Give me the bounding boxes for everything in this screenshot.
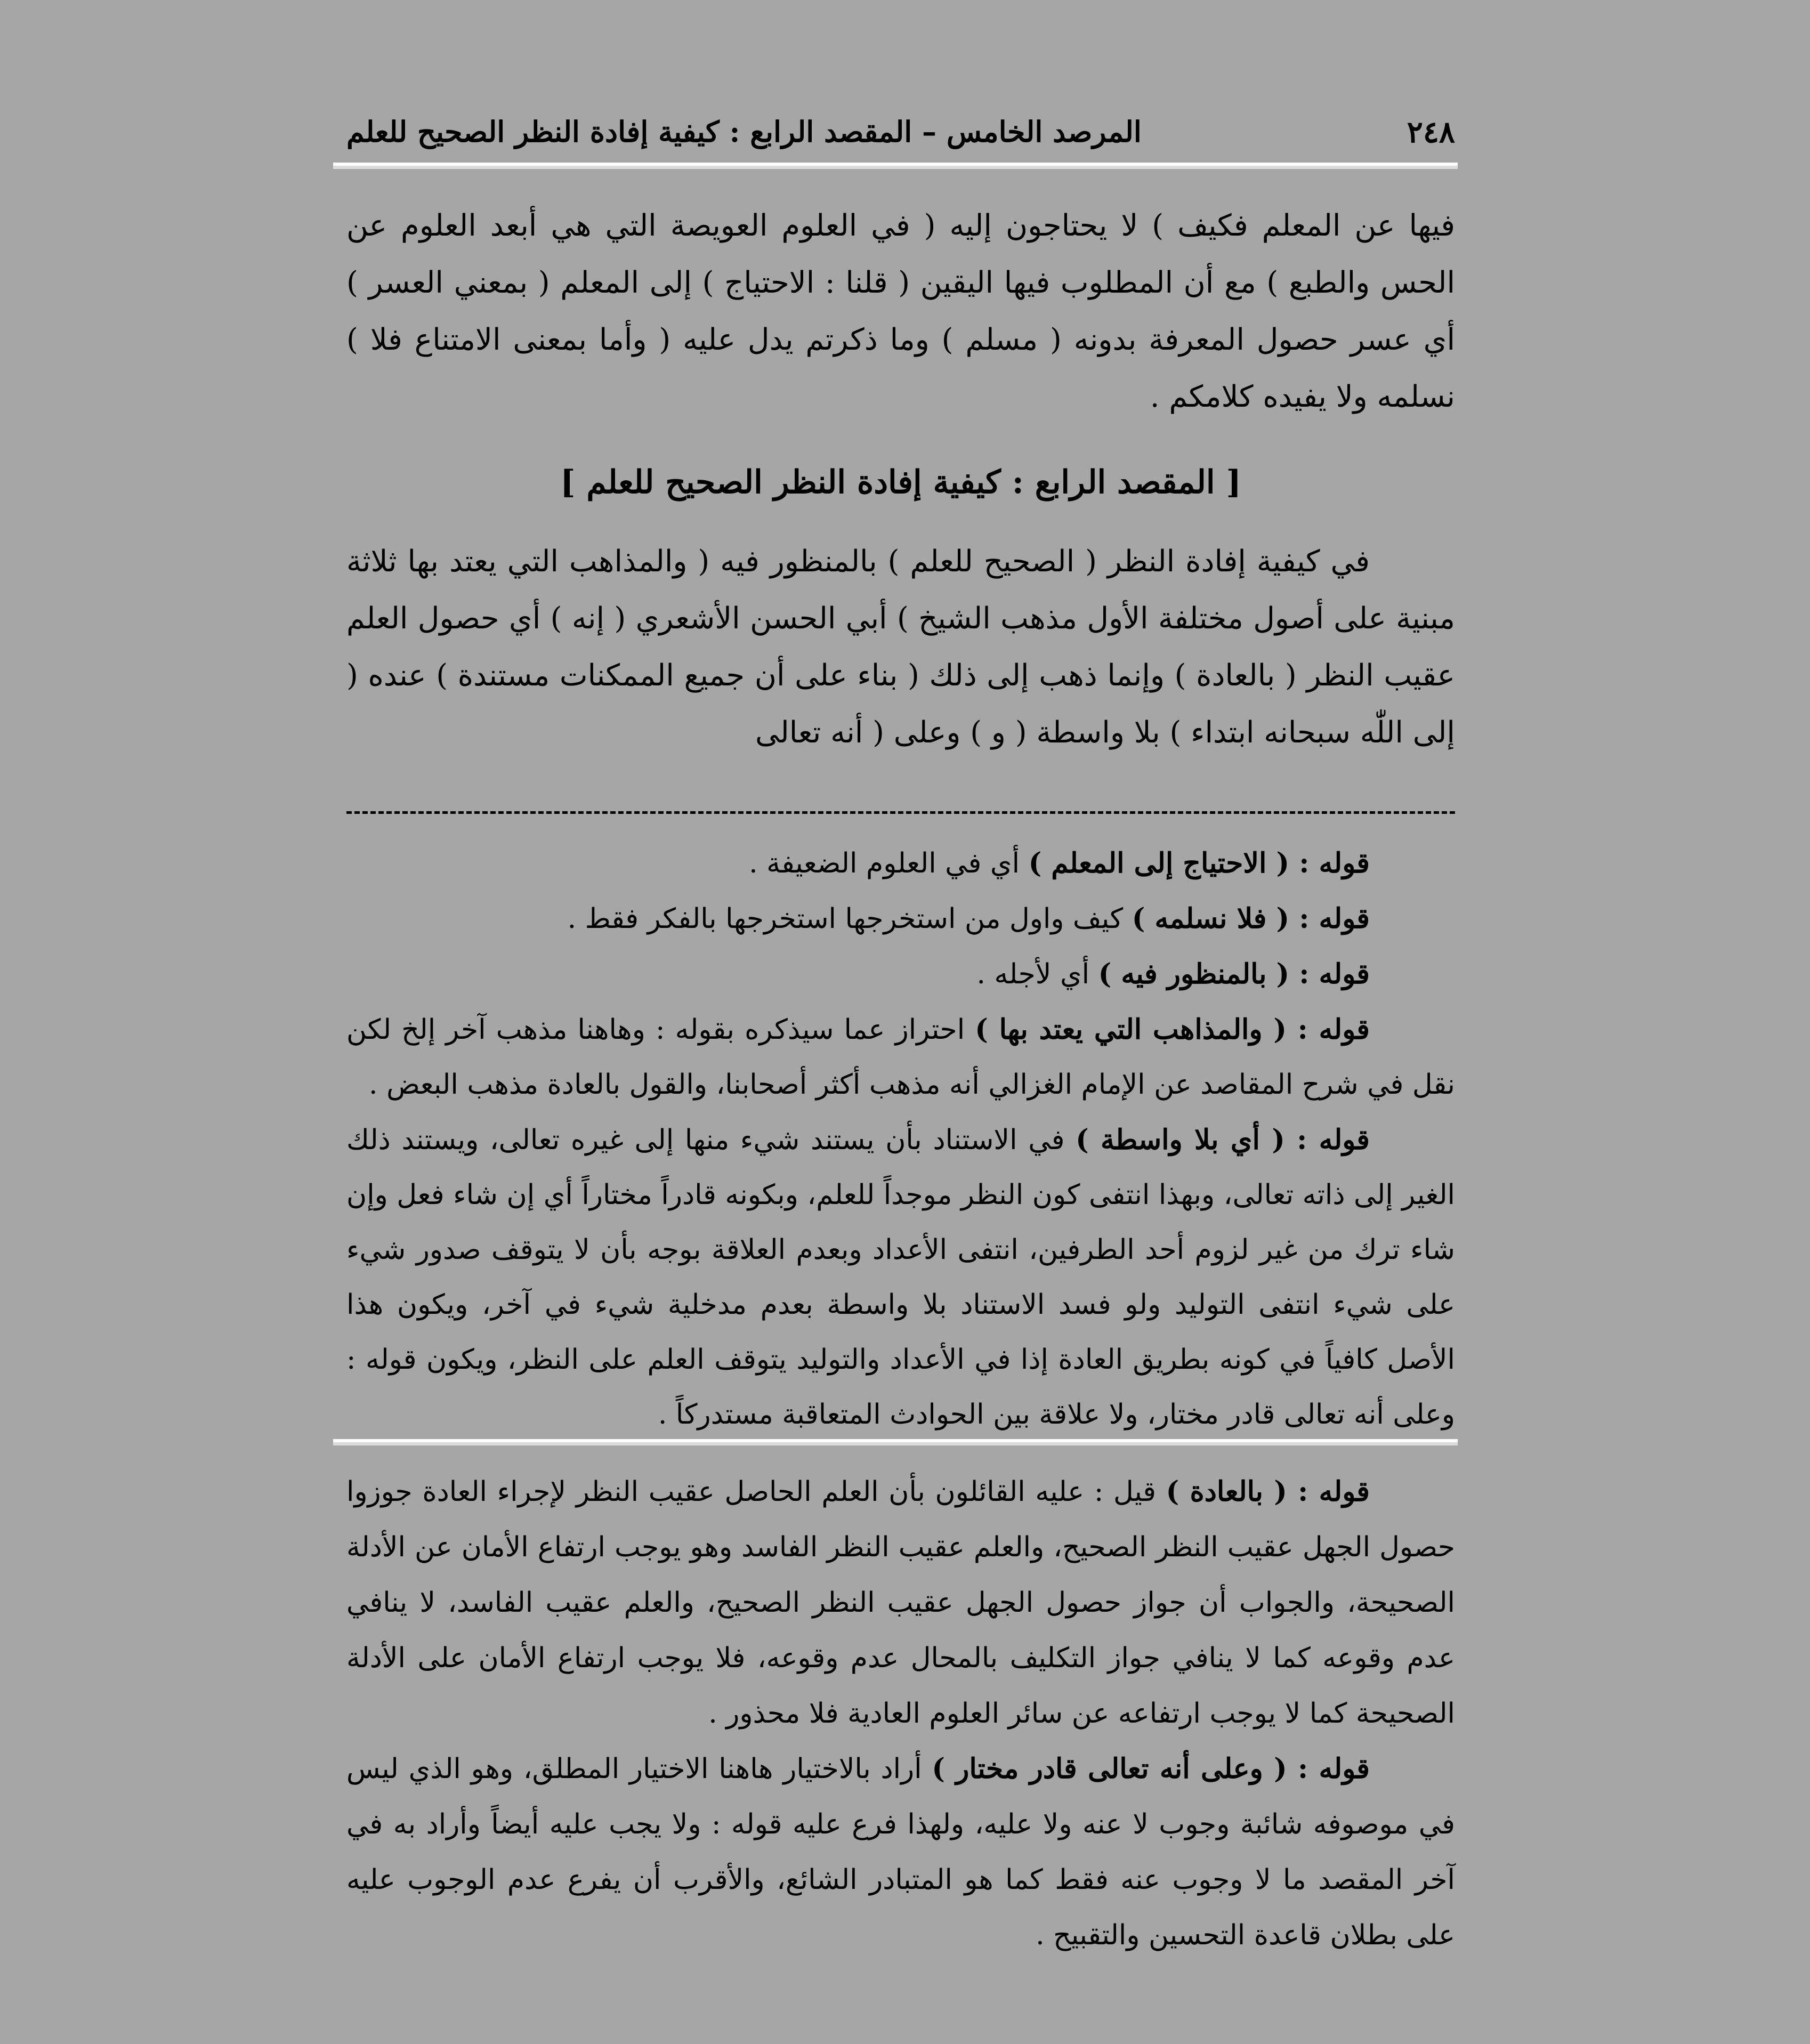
note-text: في الاستناد بأن يستند شيء منها إلى غيره تعالى، ويستند ذلك الغير إلى ذاته تعالى، وبهذا انتفى كون النظر موجداً للعلم، وبكونه قادراً مختاراً أي إن شاء فعل وإن شاء ترك من غير لزوم أحد الطرفين، انتفى الأعداد وبعدم العلاقة بوجه بأن لا يتوقف صدور شيء على شيء انتفى التوليد ولو فسد الاستناد بلا واسطة بعدم مدخلية شيء في آخر، ويكون هذا الأصل كافياً في كونه بطريق العادة إذا في الأعداد والتوليد يتوقف العلم على النظر، ويكون قوله : وعلى أنه تعالى قادر مختار، ولا علاقة بين الحوادث المتعاقبة مستدركاً . [346, 1124, 1456, 1431]
note [346, 836, 1455, 891]
note-lead: قوله : ( أي بلا واسطة ) [1076, 1124, 1370, 1156]
commentary-separator [346, 811, 1455, 814]
note-text: أي في العلوم الضعيفة . [749, 847, 1029, 879]
paragraph: في كيفية إفادة النظر ( الصحيح للعلم ) بالمنظور فيه ( والمذاهب التي يعتد بها ثلاثة مبنية على أصول مختلفة الأول مذهب الشيخ ) أبي الحسن الأشعري ( إنه ) أي حصول العلم عقيب النظر ( بالعادة ) وإنما ذهب إلى ذلك ( بناء على أن جميع الممكنات مستندة ) عنده ( إلى اللّٰه سبحانه ابتداء ) بلا واسطة ( و ) وعلى ( أنه تعالى [346, 544, 1455, 750]
note [346, 1112, 1455, 1442]
note-text: أي لأجله . [976, 958, 1098, 990]
note-text: احتراز عما سيذكره بقوله : وهاهنا مذهب آخر إلخ لكن نقل في شرح المقاصد عن الإمام الغزالي أنه مذهب أكثر أصحابنا، والقول بالعادة مذهب البعض . [346, 1014, 1455, 1101]
note-text: أراد بالاختيار هاهنا الاختيار المطلق، وهو الذي ليس في موصوفه شائبة وجوب لا عنه ولا عليه، ولهذا فرع عليه قوله : ولا يجب عليه أيضاً وأراد به في آخر المقصد ما لا وجوب عنه فقط كما هو المتبادر الشائع، والأقرب أن يفرع عدم الوجوب عليه على بطلان قاعدة التحسين والتقبيح . [346, 1753, 1455, 1951]
main-text-body [346, 533, 1455, 761]
section-heading: [ المقصد الرابع : كيفية إفادة النظر الصحيح للعلم ] [560, 464, 1241, 501]
note [346, 1464, 1455, 1741]
note-lead: قوله : ( فلا نسلمه ) [1132, 902, 1370, 935]
note-lead: قوله : ( الاحتياج إلى المعلم ) [1028, 847, 1370, 879]
footnote-notes [346, 1464, 1455, 1963]
footnote-rule [333, 1439, 1458, 1442]
note [346, 891, 1455, 947]
note [346, 1002, 1455, 1112]
note-lead: قوله : ( بالمنظور فيه ) [1098, 958, 1370, 990]
note-text: قيل : عليه القائلون بأن العلم الحاصل عقيب النظر لإجراء العادة جوزوا حصول الجهل عقيب النظر الصحيح، والعلم عقيب النظر الفاسد وهو يوجب ارتفاع الأمان عن الأدلة الصحيحة، والجواب أن جواز حصول الجهل عقيب النظر الصحيح، والعلم عقيب الفاسد، لا ينافي عدم وقوعه كما لا ينافي جواز التكليف بالمحال عدم وقوعه، فلا يوجب ارتفاع الأمان على الأدلة الصحيحة كما لا يوجب ارتفاعه عن سائر العلوم العادية فلا محذور . [346, 1476, 1455, 1730]
note [346, 947, 1455, 1002]
page-number: ٢٤٨ [1407, 115, 1455, 150]
page-header [346, 115, 1455, 163]
note-text: كيف واول من استخرجها استخرجها بالفكر فقط . [567, 903, 1132, 935]
paragraph: فيها عن المعلم فكيف ) لا يحتاجون إليه ( في العلوم العويصة التي هي أبعد العلوم عن الحس والطبع ) مع أن المطلوب فيها اليقين ( قلنا : الاحتياج ) إلى المعلم ( بمعني العسر ) أي عسر حصول المعرفة بدونه ( مسلم ) وما ذكرتم يدل عليه ( وأما بمعنى الامتناع فلا ) نسلمه ولا يفيده كلامكم . [346, 208, 1455, 414]
main-text-continuation [346, 197, 1455, 425]
note-lead: قوله : ( بالعادة ) [1166, 1475, 1370, 1508]
note [346, 1741, 1455, 1963]
note-lead: قوله : ( وعلى أنه تعالى قادر مختار ) [932, 1752, 1370, 1785]
running-title: المرصد الخامس – المقصد الرابع : كيفية إفادة النظر الصحيح للعلم [346, 115, 1142, 149]
header-rule [333, 163, 1458, 166]
commentary-notes [346, 836, 1455, 1442]
note-lead: قوله : ( والمذاهب التي يعتد بها ) [975, 1013, 1370, 1046]
